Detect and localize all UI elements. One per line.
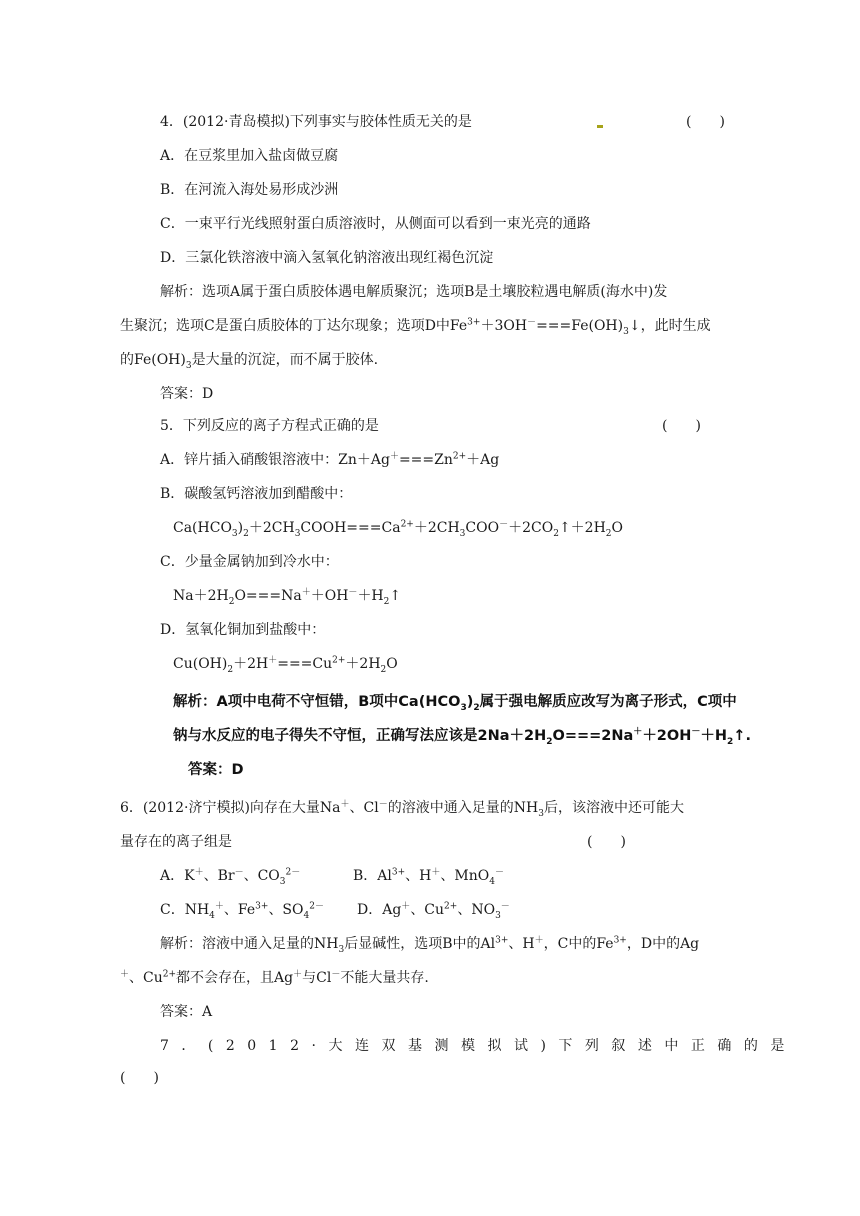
q6-stem-line1: 6．(2012·济宁模拟)向存在大量Na＋、Cl－的溶液中通入足量的$NH_3$后，该溶液中还可能大 — [120, 799, 684, 819]
q5-answer: 答案：D — [188, 762, 244, 778]
q4-option-d: D．三氯化铁溶液中滴入氢氧化钠溶液出现红褐色沉淀 — [160, 250, 494, 266]
q5-option-d: D．氢氧化铜加到盐酸中： — [160, 622, 326, 638]
q4-option-c: C．一束平行光线照射蛋白质溶液时，从侧面可以看到一束光亮的通路 — [160, 216, 591, 232]
q6-option-a: A．K＋、Br－、$CO_3^{2-}$ — [160, 867, 301, 887]
highlight-mark — [597, 125, 603, 128]
q6-option-d: D．Ag＋、$Cu^{2+}$、$NO_3^-$ — [357, 901, 510, 921]
q6-answer: 答案：A — [160, 1004, 213, 1020]
q5-option-c: C．少量金属钠加到冷水中： — [160, 554, 339, 570]
q5-analysis-line1: 解析：A项中电荷不守恒错，B项中$Ca(HCO_3)_2$属于强电解质应改写为离子形式，C项中 — [173, 694, 737, 713]
q4-option-b: B．在河流入海处易形成沙洲 — [160, 182, 339, 198]
q5-option-a: A．锌片插入硝酸银溶液中：$Zn+Ag^+===Zn^{2+}+Ag$ — [160, 451, 500, 468]
q5-option-d-equation: $Cu(OH)_2+2H^+===Cu^{2+}+2H_2O$ — [173, 655, 398, 675]
q7-paren: ( ) — [120, 1070, 159, 1086]
q6-stem-line2: 量存在的离子组是 — [120, 834, 232, 850]
q4-option-a: A．在豆浆里加入盐卤做豆腐 — [160, 148, 339, 164]
q5-option-c-equation: $Na+2H_2O===Na^++OH^-+H_2↑$ — [173, 587, 402, 607]
q5-paren: ( ) — [662, 418, 701, 434]
q5-option-b-equation: $Ca(HCO_3)_2+2CH_3COOH===Ca^{2+}+2CH_3COO^-+2CO_2↑+2H_2O$ — [173, 519, 624, 539]
q4-stem: 4．(2012·青岛模拟)下列事实与胶体性质无关的是 — [160, 114, 472, 130]
q6-paren: ( ) — [587, 834, 626, 850]
q4-paren: ( ) — [686, 114, 725, 130]
q7-stem: 7．(2012·大连双基测模拟试)下列叙述中正确的是 — [160, 1038, 797, 1054]
q5-option-b: B．碳酸氢钙溶液加到醋酸中： — [160, 486, 353, 502]
q6-analysis-line1: 解析：溶液中通入足量的$NH_3$后显碱性，选项B中的$Al^{3+}$、H＋，C中的$Fe^{3+}$，D中的Ag — [160, 935, 700, 955]
q6-option-b: B．$Al^{3+}$、H＋、MnO$_4$－ — [353, 867, 504, 887]
q4-analysis-line2: 生聚沉；选项C是蛋白质胶体的丁达尔现象；选项D中$Fe^{3+}+3OH^-===Fe(OH)_3↓$，此时生成 — [120, 317, 711, 337]
q4-analysis-line3: 的$Fe(OH)_3$是大量的沉淀，而不属于胶体. — [120, 352, 379, 371]
q5-analysis-line2: 钠与水反应的电子得失不守恒，正确写法应该是$2Na+2H_2O===2Na^++2OH^-+H_2↑$. — [173, 727, 751, 747]
q5-stem: 5．下列反应的离子方程式正确的是 — [160, 418, 379, 434]
q4-answer: 答案：D — [160, 386, 214, 402]
q6-analysis-line2: ＋、$Cu^{2+}$都不会存在，且Ag＋与Cl－不能大量共存. — [120, 969, 429, 986]
q6-option-c: C．$NH_4^+$、$Fe^{3+}$、$SO_4^{2-}$ — [160, 901, 324, 921]
q4-analysis-line1: 解析：选项A属于蛋白质胶体遇电解质聚沉；选项B是土壤胶粒遇电解质(海水中)发 — [160, 284, 668, 300]
